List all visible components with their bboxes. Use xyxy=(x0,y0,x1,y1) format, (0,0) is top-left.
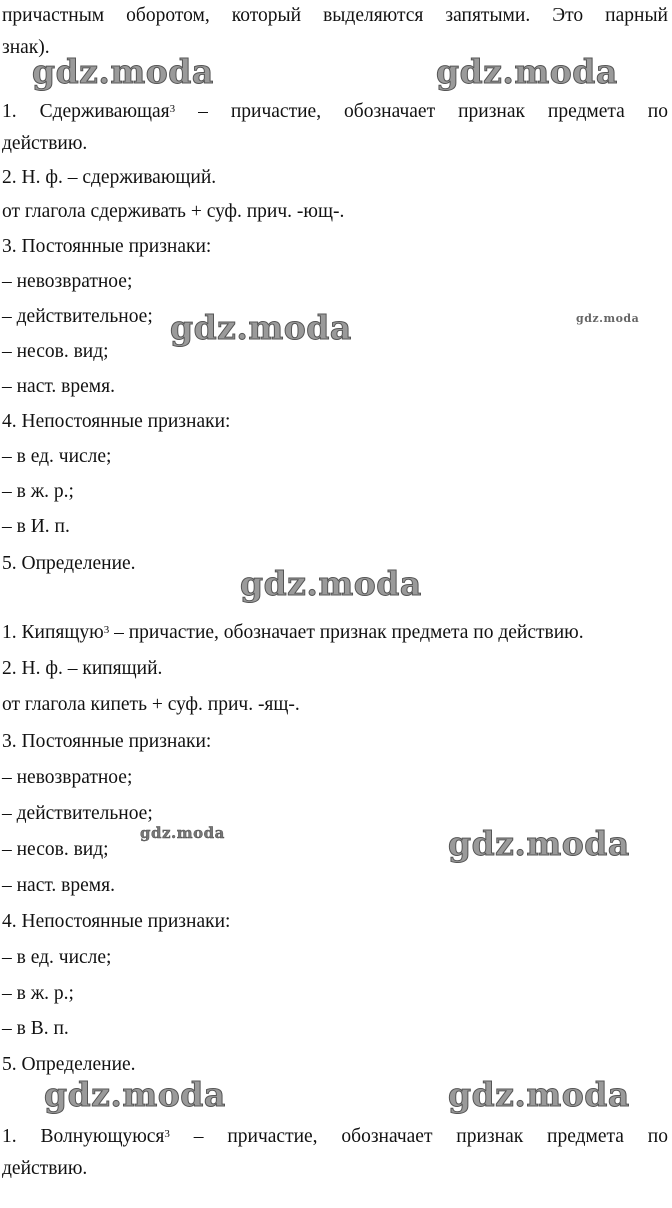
text-span: 1. Сдерживающая xyxy=(2,101,170,122)
text-line: 2. Н. ф. – кипящий. xyxy=(2,658,163,679)
text-line: – действительное; xyxy=(2,306,153,327)
text-span: – причастие, обозначает признак предмета по xyxy=(175,101,668,122)
watermark: gdz.moda xyxy=(448,824,630,863)
text-line: причастным оборотом, который выделяются запятыми. Это парный xyxy=(2,5,668,26)
footnote-marker: 3 xyxy=(103,624,110,636)
text-line: – невозвратное; xyxy=(2,271,133,292)
text-span: 1. Волнующуюся xyxy=(2,1126,165,1147)
text-line: – несов. вид; xyxy=(2,839,109,860)
text-line: – наст. время. xyxy=(2,875,115,896)
text-line: от глагола сдерживать + суф. прич. -ющ-. xyxy=(2,201,345,222)
watermark: gdz.moda xyxy=(170,308,352,347)
watermark: gdz.moda xyxy=(448,1075,630,1114)
text-line: – в ж. р.; xyxy=(2,983,74,1004)
text-line: 3. Постоянные признаки: xyxy=(2,236,212,257)
text-line xyxy=(2,1125,668,1149)
watermark: gdz.moda xyxy=(32,52,214,91)
text-span: – причастие, обозначает признак предмета по действию. xyxy=(109,622,584,643)
text-line xyxy=(2,100,668,124)
watermark: gdz.moda xyxy=(436,52,618,91)
watermark: gdz.moda xyxy=(576,312,640,325)
footnote-marker: 3 xyxy=(169,103,176,115)
text-line: 5. Определение. xyxy=(2,1054,136,1075)
text-line: – наст. время. xyxy=(2,376,115,397)
watermark: gdz.moda xyxy=(140,824,225,842)
watermark: gdz.moda xyxy=(44,1075,226,1114)
text-line: 2. Н. ф. – сдерживающий. xyxy=(2,167,217,188)
text-line: действию. xyxy=(2,1158,88,1179)
text-line: – несов. вид; xyxy=(2,341,109,362)
text-line: – в ж. р.; xyxy=(2,481,74,502)
footnote-marker: 3 xyxy=(164,1128,170,1140)
text-span: – причастие, обозначает признак предмета по xyxy=(169,1126,668,1147)
text-line: – в В. п. xyxy=(2,1018,69,1039)
text-line: – невозвратное; xyxy=(2,767,133,788)
text-line: от глагола кипеть + суф. прич. -ящ-. xyxy=(2,694,300,715)
text-line: 5. Определение. xyxy=(2,553,136,574)
text-line xyxy=(2,621,584,645)
text-line: 4. Непостоянные признаки: xyxy=(2,411,231,432)
text-line: действию. xyxy=(2,133,88,154)
text-span: 1. Кипящую xyxy=(2,622,104,643)
text-line: – в И. п. xyxy=(2,516,70,537)
watermark: gdz.moda xyxy=(240,564,422,603)
text-line: – в ед. числе; xyxy=(2,446,112,467)
text-line: – в ед. числе; xyxy=(2,947,112,968)
text-line: знак). xyxy=(2,37,50,58)
text-line: – действительное; xyxy=(2,803,153,824)
text-line: 3. Постоянные признаки: xyxy=(2,731,212,752)
text-line: 4. Непостоянные признаки: xyxy=(2,911,231,932)
